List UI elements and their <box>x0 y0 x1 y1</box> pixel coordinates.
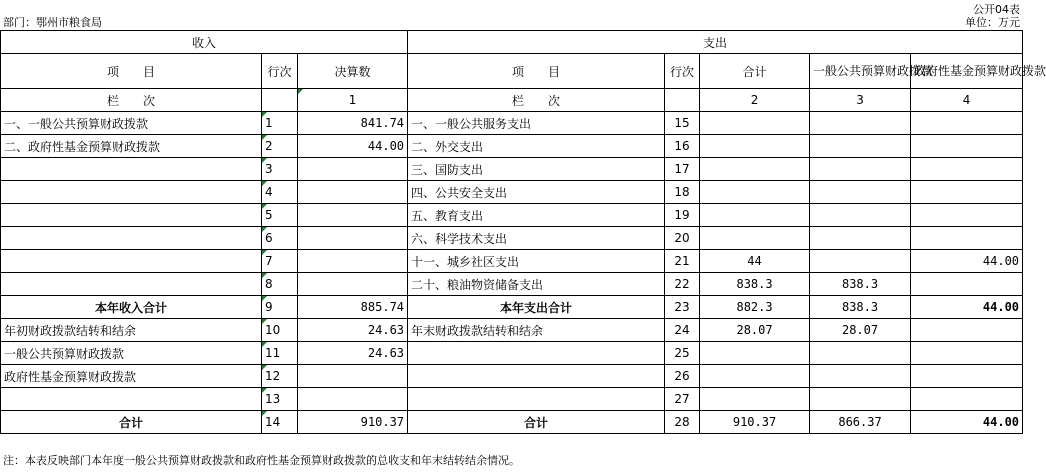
expense-line-header: 行次 <box>665 54 700 89</box>
expense-fund: 44.00 <box>911 250 1023 273</box>
expense-item <box>408 365 665 388</box>
expense-item: 二十、粮油物资储备支出 <box>408 273 665 296</box>
table-row <box>1 158 1023 181</box>
expense-line-no: 19 <box>665 204 700 227</box>
expense-fund <box>911 181 1023 204</box>
department-label: 部门：鄂州市粮食局 <box>3 16 102 29</box>
table-row <box>1 388 1023 411</box>
income-col-label: 栏 次 <box>1 89 262 112</box>
table-row <box>1 296 1023 319</box>
income-line-no: 6 <box>262 227 298 250</box>
income-value <box>298 273 408 296</box>
expense-col-2: 2 <box>700 89 810 112</box>
expense-general: 838.3 <box>810 296 911 319</box>
expense-item: 年末财政拨款结转和结余 <box>408 319 665 342</box>
expense-total <box>700 388 810 411</box>
expense-total <box>700 158 810 181</box>
expense-general <box>810 227 911 250</box>
income-item: 一般公共预算财政拨款 <box>1 342 262 365</box>
expense-general <box>810 250 911 273</box>
expense-total <box>700 365 810 388</box>
table-row <box>1 112 1023 135</box>
expense-general: 866.37 <box>810 411 911 434</box>
income-line-no: 13 <box>262 388 298 411</box>
expense-fund <box>911 365 1023 388</box>
form-number: 公开04表 <box>973 3 1020 16</box>
income-item: 一、一般公共预算财政拨款 <box>1 112 262 135</box>
expense-fund <box>911 112 1023 135</box>
expense-line-no: 20 <box>665 227 700 250</box>
expense-total: 882.3 <box>700 296 810 319</box>
expense-general <box>810 204 911 227</box>
expense-fund <box>911 342 1023 365</box>
finance-table <box>0 30 1046 434</box>
income-item-header: 项 目 <box>1 54 262 89</box>
expense-item: 五、教育支出 <box>408 204 665 227</box>
expense-col-label: 栏 次 <box>408 89 665 112</box>
expense-item <box>408 388 665 411</box>
income-item <box>1 181 262 204</box>
expense-general <box>810 365 911 388</box>
expense-total: 910.37 <box>700 411 810 434</box>
income-line-no: 14 <box>262 411 298 434</box>
expense-line-no: 15 <box>665 112 700 135</box>
expense-col-line <box>665 89 700 112</box>
income-value: 910.37 <box>298 411 408 434</box>
expense-general <box>810 388 911 411</box>
expense-line-no: 21 <box>665 250 700 273</box>
expense-line-no: 18 <box>665 181 700 204</box>
table-row <box>1 250 1023 273</box>
expense-line-no: 23 <box>665 296 700 319</box>
income-item <box>1 273 262 296</box>
report-header <box>0 0 1024 30</box>
expense-general: 28.07 <box>810 319 911 342</box>
table-row <box>1 227 1023 250</box>
expense-total <box>700 227 810 250</box>
expense-line-no: 28 <box>665 411 700 434</box>
expense-item: 四、公共安全支出 <box>408 181 665 204</box>
expense-line-no: 17 <box>665 158 700 181</box>
expense-line-no: 24 <box>665 319 700 342</box>
table-row <box>1 273 1023 296</box>
income-line-no: 11 <box>262 342 298 365</box>
expense-col-3: 3 <box>810 89 911 112</box>
income-line-no: 2 <box>262 135 298 158</box>
expense-item: 六、科学技术支出 <box>408 227 665 250</box>
income-line-header: 行次 <box>262 54 298 89</box>
footnote: 注：本表反映部门本年度一般公共预算财政拨款和政府性基金预算财政拨款的总收支和年末结转结余情况。 <box>3 454 520 467</box>
income-value: 885.74 <box>298 296 408 319</box>
expense-item: 二、外交支出 <box>408 135 665 158</box>
expense-item: 十一、城乡社区支出 <box>408 250 665 273</box>
expense-total <box>700 112 810 135</box>
expense-fund-header: 政府性基金预算财政拨款 <box>911 54 1023 89</box>
expense-col-4: 4 <box>911 89 1023 112</box>
expense-fund: 44.00 <box>911 296 1023 319</box>
expense-general <box>810 342 911 365</box>
expense-fund <box>911 273 1023 296</box>
expense-fund <box>911 227 1023 250</box>
expense-fund <box>911 135 1023 158</box>
expense-line-no: 26 <box>665 365 700 388</box>
income-item <box>1 388 262 411</box>
expense-total-header: 合计 <box>700 54 810 89</box>
income-item <box>1 158 262 181</box>
expense-line-no: 25 <box>665 342 700 365</box>
expense-general <box>810 158 911 181</box>
expense-total <box>700 181 810 204</box>
income-value <box>298 181 408 204</box>
income-value <box>298 158 408 181</box>
expense-general-header: 一般公共预算财政拨款 <box>810 54 911 89</box>
table-row <box>1 181 1023 204</box>
expense-fund <box>911 388 1023 411</box>
expense-total <box>700 342 810 365</box>
income-value <box>298 365 408 388</box>
income-item <box>1 204 262 227</box>
income-item: 合计 <box>1 411 262 434</box>
income-value <box>298 227 408 250</box>
expense-fund: 44.00 <box>911 411 1023 434</box>
expense-general <box>810 112 911 135</box>
table-row <box>1 319 1023 342</box>
expense-fund <box>911 158 1023 181</box>
income-header: 收入 <box>1 31 408 54</box>
expense-header: 支出 <box>408 31 1023 54</box>
income-item: 二、政府性基金预算财政拨款 <box>1 135 262 158</box>
table-row <box>1 204 1023 227</box>
expense-total <box>700 204 810 227</box>
expense-line-no: 22 <box>665 273 700 296</box>
table-row <box>1 365 1023 388</box>
table-row <box>1 411 1023 434</box>
income-item <box>1 250 262 273</box>
income-line-no: 12 <box>262 365 298 388</box>
expense-item: 本年支出合计 <box>408 296 665 319</box>
income-line-no: 9 <box>262 296 298 319</box>
income-item <box>1 227 262 250</box>
income-col-1: 1 <box>298 89 408 112</box>
income-item: 本年收入合计 <box>1 296 262 319</box>
income-value: 24.63 <box>298 319 408 342</box>
income-col-line <box>262 89 298 112</box>
expense-general: 838.3 <box>810 273 911 296</box>
expense-item <box>408 342 665 365</box>
income-line-no: 3 <box>262 158 298 181</box>
income-value: 841.74 <box>298 112 408 135</box>
expense-total <box>700 135 810 158</box>
expense-total: 838.3 <box>700 273 810 296</box>
table-row <box>1 342 1023 365</box>
expense-item-header: 项 目 <box>408 54 665 89</box>
expense-line-no: 16 <box>665 135 700 158</box>
expense-item: 一、一般公共服务支出 <box>408 112 665 135</box>
expense-item: 合计 <box>408 411 665 434</box>
expense-general <box>810 135 911 158</box>
income-final-header: 决算数 <box>298 54 408 89</box>
income-value <box>298 388 408 411</box>
income-value <box>298 250 408 273</box>
income-value: 24.63 <box>298 342 408 365</box>
expense-fund <box>911 319 1023 342</box>
expense-line-no: 27 <box>665 388 700 411</box>
income-value: 44.00 <box>298 135 408 158</box>
income-value <box>298 204 408 227</box>
income-line-no: 1 <box>262 112 298 135</box>
expense-general <box>810 181 911 204</box>
unit-label: 单位：万元 <box>965 16 1020 29</box>
income-item: 政府性基金预算财政拨款 <box>1 365 262 388</box>
income-line-no: 4 <box>262 181 298 204</box>
income-line-no: 8 <box>262 273 298 296</box>
income-line-no: 7 <box>262 250 298 273</box>
expense-total: 28.07 <box>700 319 810 342</box>
income-line-no: 10 <box>262 319 298 342</box>
table-row <box>1 135 1023 158</box>
expense-total: 44 <box>700 250 810 273</box>
income-line-no: 5 <box>262 204 298 227</box>
expense-fund <box>911 204 1023 227</box>
income-item: 年初财政拨款结转和结余 <box>1 319 262 342</box>
expense-item: 三、国防支出 <box>408 158 665 181</box>
